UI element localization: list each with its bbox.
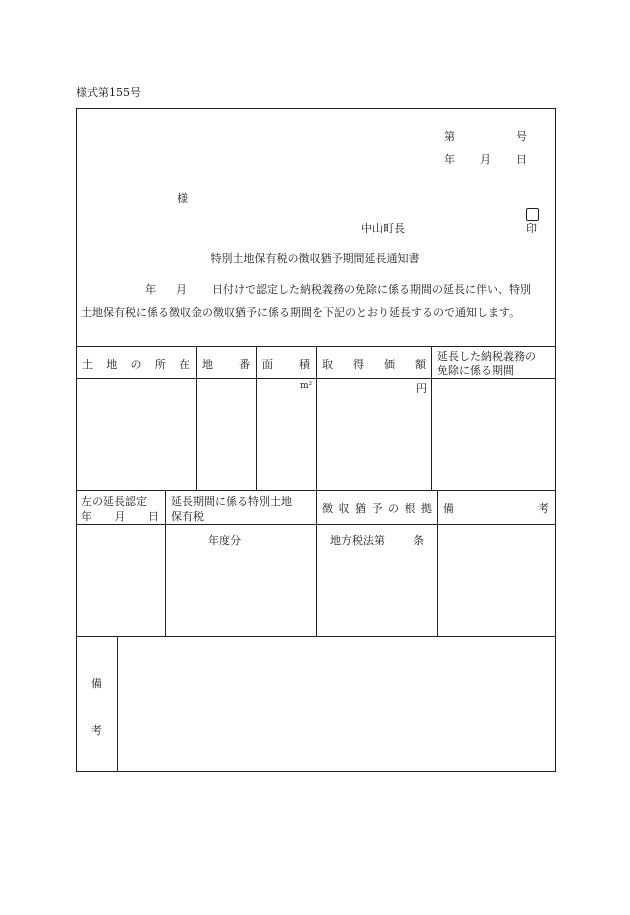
header-location-char: 所 bbox=[154, 358, 166, 371]
header-basis-char: の bbox=[388, 502, 399, 515]
date-day-label: 日 bbox=[516, 153, 527, 166]
header-basis-char: 根 bbox=[404, 502, 416, 515]
header-location-char: 土 bbox=[82, 358, 93, 371]
header-price-char: 額 bbox=[415, 358, 426, 371]
body-year: 年 bbox=[145, 283, 156, 296]
number-prefix: 第 bbox=[444, 130, 455, 143]
header-approval-line1: 左の延長認定 bbox=[81, 495, 147, 508]
header-lot-char: 地 bbox=[202, 358, 213, 371]
law-article-suffix: 条 bbox=[413, 534, 424, 547]
header-basis-char: 収 bbox=[338, 502, 350, 515]
law-article-prefix: 地方税法第 bbox=[330, 534, 385, 547]
remarks-label-2: 考 bbox=[91, 724, 102, 737]
header-remarks-char: 考 bbox=[538, 502, 549, 515]
approval-date-month: 月 bbox=[114, 510, 126, 523]
header-location-char: 地 bbox=[106, 358, 118, 371]
header-price-char: 価 bbox=[384, 358, 395, 371]
header-area-char: 積 bbox=[299, 358, 310, 371]
table2-divider bbox=[316, 490, 317, 636]
header-location-char: の bbox=[130, 358, 142, 371]
form-number: 様式第155号 bbox=[76, 86, 141, 99]
table1-divider bbox=[196, 346, 197, 490]
body-month: 月 bbox=[176, 283, 187, 296]
header-price-char: 得 bbox=[353, 358, 364, 371]
header-acquisition-price bbox=[322, 356, 426, 372]
issuer-name: 中山町長 bbox=[361, 222, 405, 235]
addressee-suffix: 様 bbox=[177, 192, 188, 205]
approval-date-year: 年 bbox=[81, 510, 92, 523]
table1-divider bbox=[431, 346, 432, 490]
header-basis-char: 猶 bbox=[355, 502, 366, 515]
header-lot-char: 番 bbox=[239, 358, 250, 371]
number-suffix: 号 bbox=[516, 130, 527, 143]
body-line-2: 土地保有税に係る徴収金の徴収猶予に係る期間を下記のとおり延長するので通知します。 bbox=[81, 306, 521, 319]
header-remarks bbox=[443, 500, 549, 516]
header-location bbox=[82, 356, 190, 372]
header-basis-char: 拠 bbox=[421, 502, 432, 515]
header-area-char: 面 bbox=[262, 358, 273, 371]
header-period-line1: 延長期間に係る特別土地 bbox=[171, 495, 292, 508]
header-approval-date bbox=[81, 508, 159, 524]
seal-label: 印 bbox=[526, 222, 537, 235]
header-basis-char: 徴 bbox=[322, 502, 333, 515]
header-remarks-char: 備 bbox=[443, 502, 454, 515]
document-title: 特別土地保有税の徴収猶予期間延長通知書 bbox=[210, 252, 420, 265]
remarks-label-1: 備 bbox=[91, 677, 102, 690]
table1-divider bbox=[316, 346, 317, 490]
date-year-label: 年 bbox=[444, 153, 455, 166]
table2-divider bbox=[165, 490, 166, 636]
table1-divider bbox=[256, 346, 257, 490]
header-area bbox=[262, 356, 310, 372]
header-lot-number bbox=[202, 356, 250, 372]
remarks-divider bbox=[117, 636, 118, 772]
approval-date-day: 日 bbox=[148, 510, 159, 523]
table2-divider bbox=[437, 490, 438, 636]
body-line-1: 日付けで認定した納税義務の免除に係る期間の延長に伴い、特別 bbox=[212, 283, 531, 296]
header-extended-period-2: 免除に係る期間 bbox=[437, 364, 514, 377]
area-unit: m² bbox=[300, 381, 313, 391]
date-month-label: 月 bbox=[480, 153, 491, 166]
header-basis-char: 予 bbox=[371, 502, 383, 515]
header-period-line2: 保有税 bbox=[171, 510, 204, 523]
header-location-char: 在 bbox=[179, 358, 190, 371]
header-basis bbox=[322, 500, 432, 516]
table2-bottom-line bbox=[76, 636, 556, 637]
header-extended-period-1: 延長した納税義務の bbox=[437, 350, 536, 363]
header-price-char: 取 bbox=[322, 358, 333, 371]
price-unit: 円 bbox=[416, 382, 427, 395]
fiscal-year-label: 年度分 bbox=[208, 534, 241, 547]
